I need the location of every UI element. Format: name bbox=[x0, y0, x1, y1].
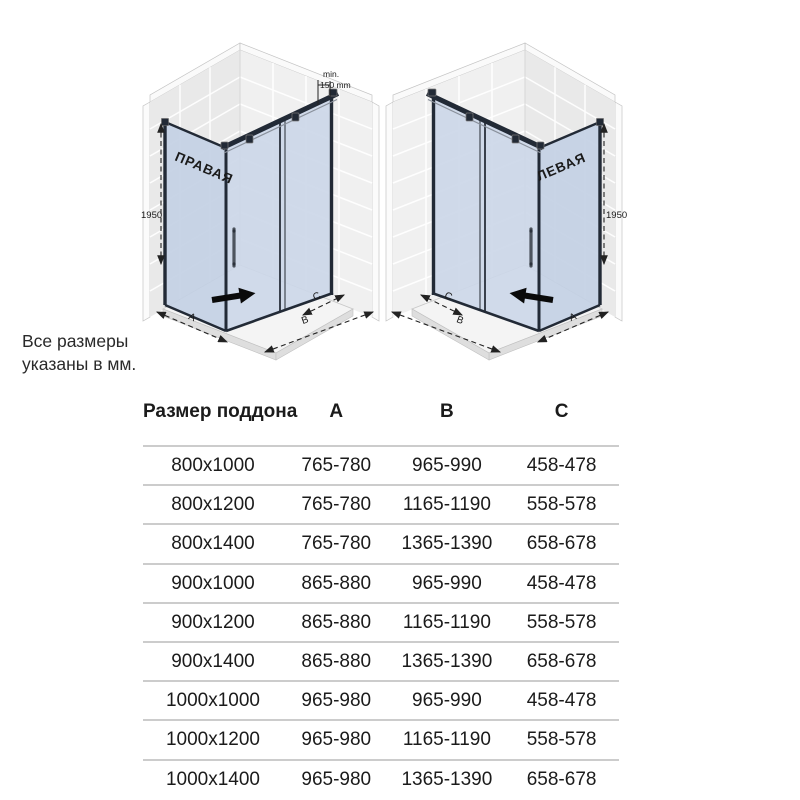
table-cell: 658-678 bbox=[526, 533, 597, 555]
table-header-cell: Размер поддона bbox=[143, 401, 298, 422]
dim-b-right: B bbox=[454, 314, 465, 327]
table-row bbox=[143, 602, 619, 641]
table-cell: 900x1400 bbox=[171, 650, 255, 672]
table-cell: 865-880 bbox=[301, 650, 372, 672]
min-gap-label-line1: min. bbox=[323, 69, 340, 79]
table-row bbox=[143, 445, 619, 484]
table-cell: 1165-1190 bbox=[402, 729, 491, 751]
table-cell: 1000x1000 bbox=[165, 690, 260, 712]
table-cell: 965-980 bbox=[301, 768, 372, 790]
table-cell: 1365-1390 bbox=[401, 533, 493, 555]
table-cell: 1165-1190 bbox=[402, 494, 491, 516]
table-row bbox=[143, 523, 619, 562]
units-note-line1: Все размеры bbox=[22, 331, 129, 351]
table-cell: 800x1200 bbox=[171, 494, 255, 516]
table-row bbox=[143, 641, 619, 680]
table-cell: 1365-1390 bbox=[401, 768, 493, 790]
table-cell: 658-678 bbox=[526, 650, 597, 672]
table-header-cell: B bbox=[440, 401, 454, 422]
left-version-diagram bbox=[386, 43, 622, 360]
height-dimension-right: 1950 bbox=[606, 210, 628, 221]
table-cell: 865-880 bbox=[301, 572, 372, 594]
left-version-label: ЛЕВАЯ bbox=[534, 149, 589, 184]
right-version-label: ПРАВАЯ bbox=[172, 148, 236, 187]
table-cell: 458-478 bbox=[526, 455, 597, 476]
table-cell: 558-578 bbox=[526, 611, 597, 633]
units-note bbox=[22, 330, 136, 376]
dimension-table-body bbox=[143, 445, 619, 798]
table-cell: 558-578 bbox=[526, 729, 597, 751]
table-cell: 765-780 bbox=[301, 494, 372, 516]
table-cell: 965-980 bbox=[301, 690, 372, 712]
table-cell: 965-980 bbox=[301, 729, 372, 751]
units-note-line2: указаны в мм. bbox=[22, 354, 137, 374]
table-cell: 1000x1400 bbox=[165, 768, 260, 790]
table-cell: 865-880 bbox=[301, 611, 372, 633]
dim-a-right: A bbox=[567, 311, 579, 325]
table-cell: 800x1400 bbox=[171, 533, 255, 555]
table-cell: 1365-1390 bbox=[401, 650, 493, 672]
table-cell: 965-990 bbox=[412, 572, 482, 594]
table-header-cell: A bbox=[329, 401, 344, 422]
table-cell: 765-780 bbox=[301, 455, 372, 476]
dimension-table-header bbox=[143, 395, 619, 445]
table-cell: 458-478 bbox=[526, 572, 597, 594]
dim-c-left: C bbox=[311, 290, 323, 304]
table-cell: 900x1200 bbox=[171, 611, 255, 633]
table-cell: 900x1000 bbox=[171, 572, 255, 594]
table-row bbox=[143, 680, 619, 719]
dim-a-left: A bbox=[186, 311, 198, 325]
table-cell: 800x1000 bbox=[171, 455, 255, 476]
table-row bbox=[143, 484, 619, 523]
table-cell: 965-990 bbox=[412, 690, 482, 712]
table-row bbox=[143, 563, 619, 602]
table-cell: 458-478 bbox=[526, 690, 597, 712]
table-cell: 965-990 bbox=[412, 455, 482, 476]
height-dimension-left: 1950 bbox=[141, 210, 163, 221]
table-cell: 658-678 bbox=[526, 768, 597, 790]
min-gap-label-line2: 150 mm bbox=[320, 80, 351, 90]
right-version-diagram bbox=[143, 43, 379, 360]
table-cell: 765-780 bbox=[301, 533, 372, 555]
dim-b-left: B bbox=[300, 314, 311, 327]
dim-c-right: C bbox=[442, 290, 454, 304]
dimension-table bbox=[143, 395, 619, 798]
table-cell: 1000x1200 bbox=[165, 729, 260, 751]
table-cell: 1165-1190 bbox=[402, 611, 491, 633]
table-row bbox=[143, 719, 619, 758]
table-row bbox=[143, 759, 619, 798]
table-cell: 558-578 bbox=[526, 494, 597, 516]
table-header-cell: C bbox=[554, 401, 569, 422]
